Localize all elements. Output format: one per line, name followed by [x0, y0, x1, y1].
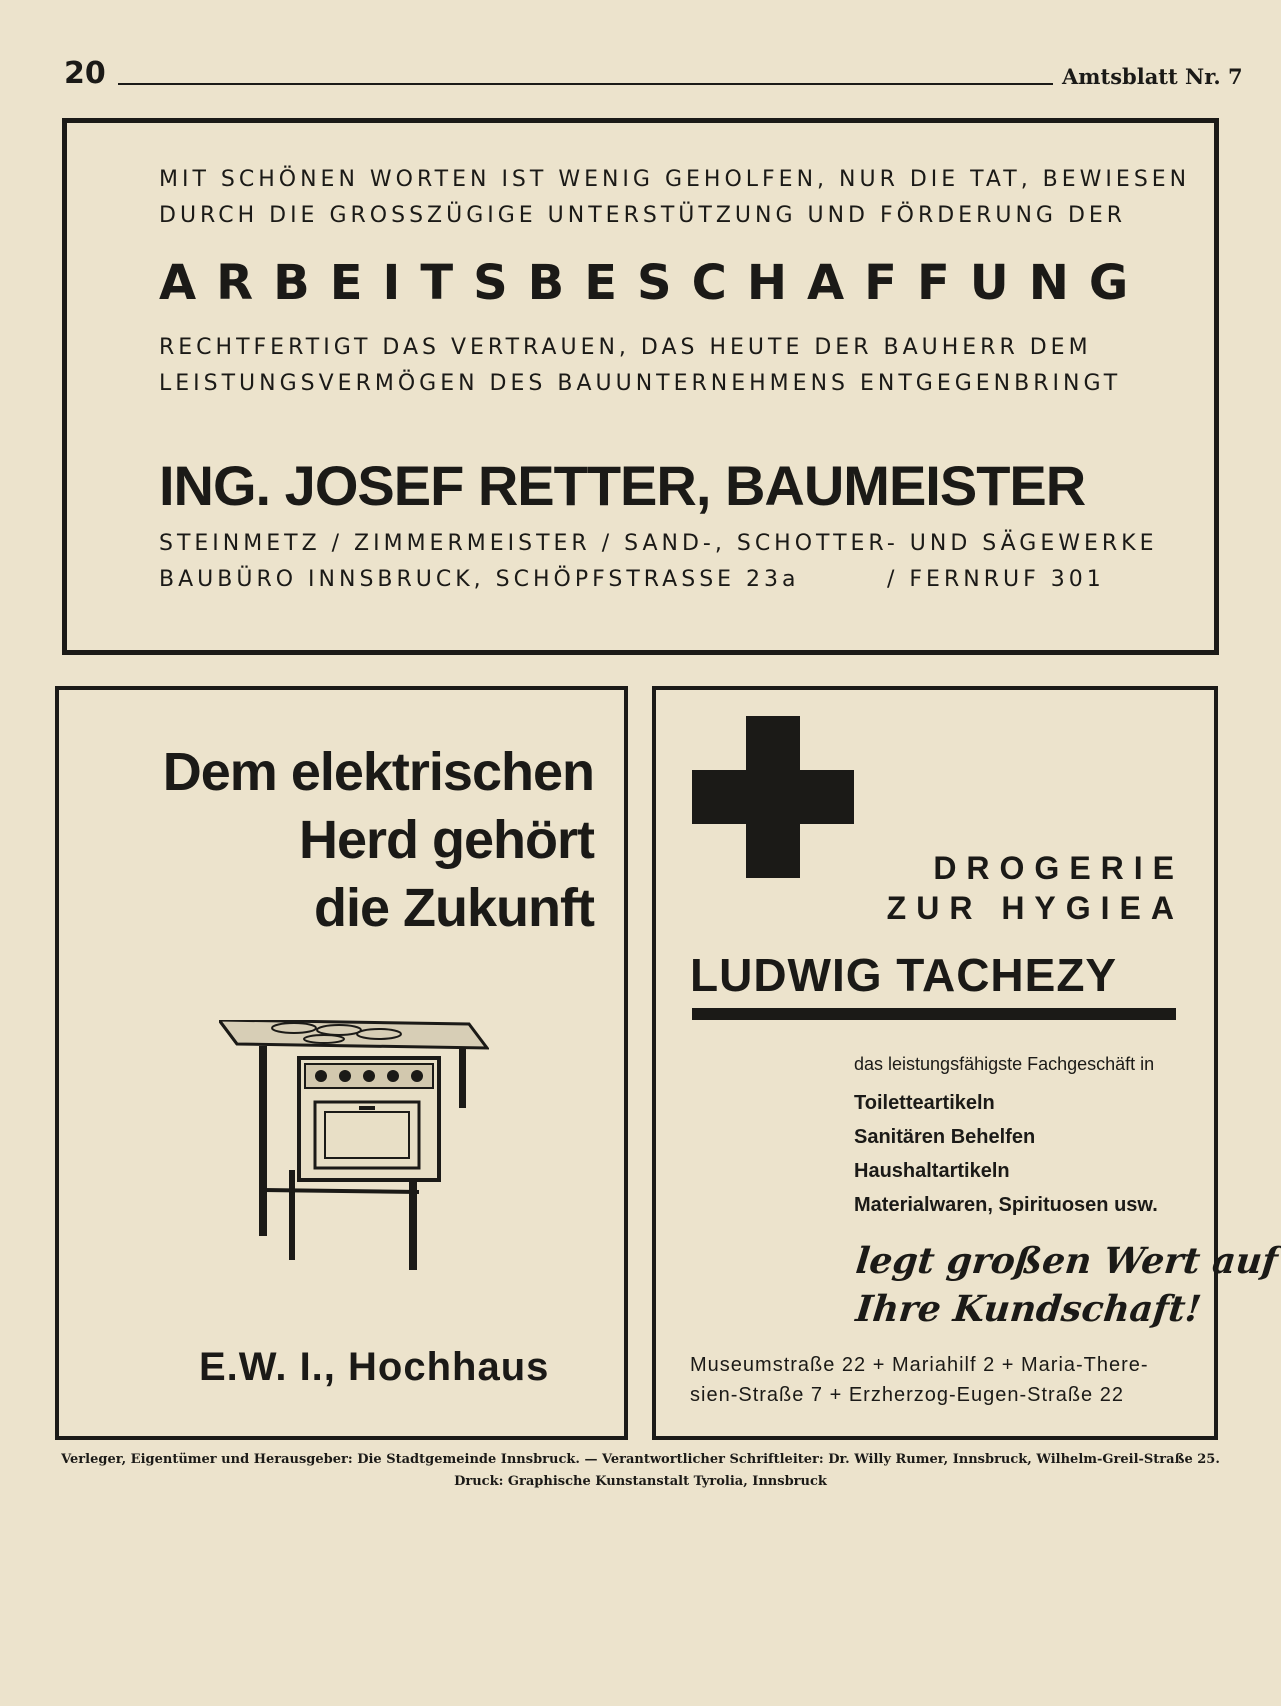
drogerie-item: Toiletteartikeln: [854, 1092, 995, 1114]
drogerie-item: Sanitären Behelfen: [854, 1126, 1036, 1148]
drogerie-slogan-line2: Ihre Kundschaft!: [853, 1288, 1204, 1330]
ewi-line2: Herd gehört: [298, 810, 594, 870]
retter-intro-line2: DURCH DIE GROSSZÜGIGE UNTERSTÜTZUNG UND FÖRDERUNG DER: [159, 203, 1127, 228]
retter-ad: [62, 118, 1219, 655]
retter-body-line2: LEISTUNGSVERMÖGEN DES BAUUNTERNEHMENS ENTGEGENBRINGT: [159, 371, 1122, 396]
drogerie-intro: das leistungsfähigste Fachgeschäft in: [854, 1054, 1155, 1074]
ewi-signature: E.W. I., Hochhaus: [199, 1345, 550, 1389]
drogerie-name-line1: DROGERIE: [933, 850, 1184, 886]
cross-logo-icon: [692, 716, 854, 878]
footer-printer: Druck: Graphische Kunstanstalt Tyrolia, Innsbruck: [454, 1474, 827, 1489]
retter-body-line1: RECHTFERTIGT DAS VERTRAUEN, DAS HEUTE DER BAUHERR DEM: [159, 335, 1092, 360]
page-number: 20: [64, 56, 106, 91]
retter-headline: ARBEITSBESCHAFFUNG: [159, 255, 1149, 311]
drogerie-item: Haushaltartikeln: [854, 1160, 1010, 1182]
drogerie-address-line2: sien-Straße 7 + Erzherzog-Eugen-Straße 22: [690, 1384, 1124, 1406]
ewi-line3: die Zukunft: [314, 878, 594, 938]
ewi-line1: Dem elektrischen: [162, 742, 594, 802]
footer-publisher: Verleger, Eigentümer und Herausgeber: Die Stadtgemeinde Innsbruck. — Verantwortlicher Schriftleiter: Dr. Willy Rumer, Innsbruck, Wilhelm-Greil-Straße 25.: [61, 1452, 1220, 1467]
drogerie-name-line2: ZUR HYGIEA: [886, 890, 1184, 926]
owner-underline: [692, 1008, 1176, 1020]
header-rule: [118, 83, 1053, 85]
ewi-ad: [55, 686, 628, 1440]
drogerie-ad: [652, 686, 1280, 1440]
retter-company: ING. JOSEF RETTER, BAUMEISTER: [159, 454, 1086, 517]
drogerie-owner: LUDWIG TACHEZY: [690, 949, 1118, 1001]
drogerie-address-line1: Museumstraße 22 + Mariahilf 2 + Maria-There-: [690, 1354, 1149, 1376]
retter-trades: STEINMETZ / ZIMMERMEISTER / SAND-, SCHOTTER- UND SÄGEWERKE: [159, 531, 1158, 556]
drogerie-slogan-line1: legt großen Wert auf: [853, 1240, 1280, 1282]
retter-intro-line1: MIT SCHÖNEN WORTEN IST WENIG GEHOLFEN, NUR DIE TAT, BEWIESEN: [159, 167, 1191, 192]
issue-title: Amtsblatt Nr. 7: [1062, 64, 1243, 89]
retter-address: BAUBÜRO INNSBRUCK, SCHÖPFSTRASSE 23a: [159, 567, 800, 592]
retter-phone: / FERNRUF 301: [887, 567, 1105, 592]
drogerie-item: Materialwaren, Spirituosen usw.: [854, 1194, 1158, 1216]
electric-stove-illustration: [219, 1020, 489, 1280]
